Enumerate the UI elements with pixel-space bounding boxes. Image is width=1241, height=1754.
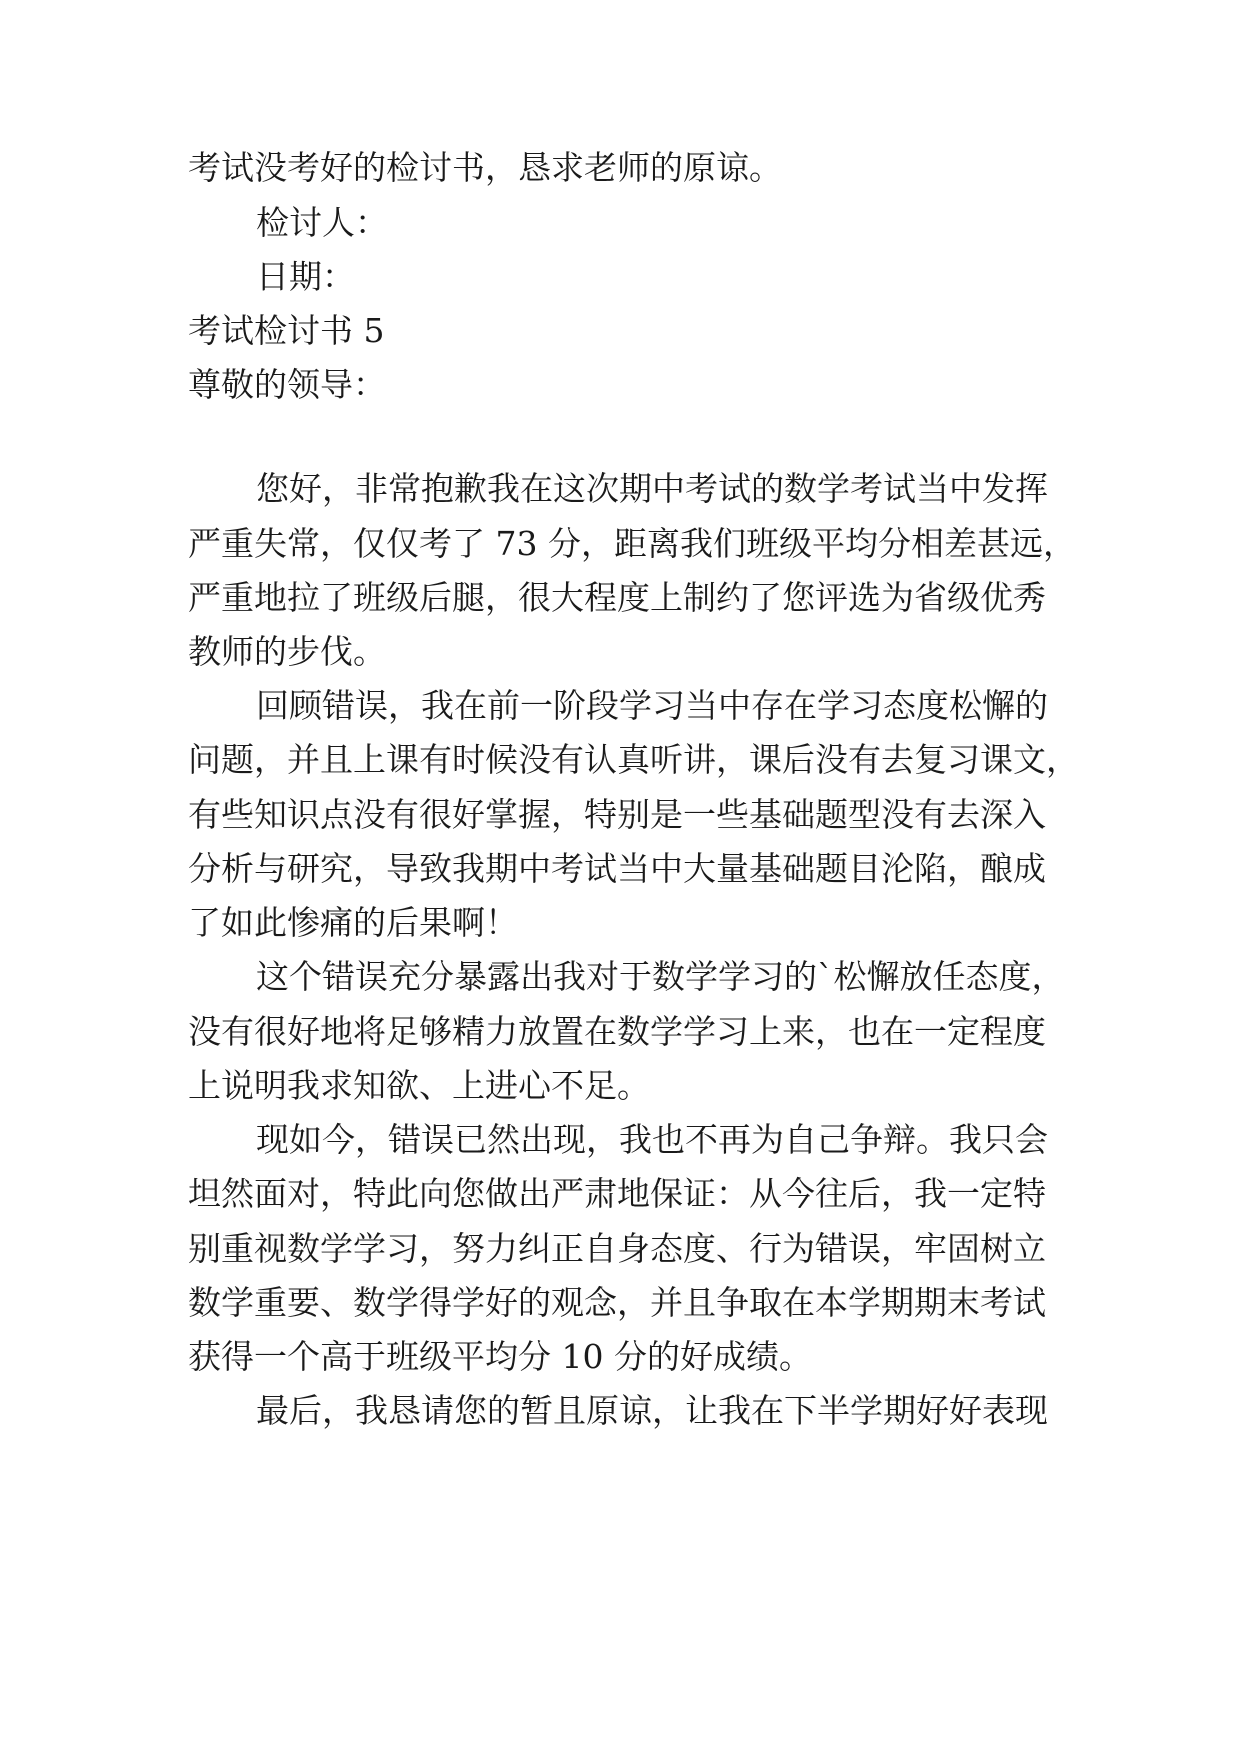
closing-line: 考试没考好的检讨书，恳求老师的原谅。	[188, 148, 782, 187]
signer-label: 检讨人：	[256, 203, 388, 242]
paragraph-line: 了如此惨痛的后果啊！	[188, 903, 518, 942]
date-label: 日期：	[256, 257, 355, 296]
paragraph-line: 您好，非常抱歉我在这次期中考试的数学考试当中发挥	[256, 469, 1048, 508]
paragraph-line: 教师的步伐。	[188, 632, 386, 671]
paragraph-line: 没有很好地将足够精力放置在数学学习上来，也在一定程度	[188, 1012, 1046, 1051]
salutation: 尊敬的领导：	[188, 365, 386, 404]
paragraph-line: 现如今，错误已然出现，我也不再为自己争辩。我只会	[256, 1120, 1048, 1159]
paragraph-line: 严重地拉了班级后腿，很大程度上制约了您评选为省级优秀	[188, 578, 1046, 617]
section-title: 考试检讨书 5	[188, 311, 385, 350]
paragraph-line: 有些知识点没有很好掌握，特别是一些基础题型没有去深入	[188, 795, 1046, 834]
paragraph-line: 严重失常，仅仅考了 73 分，距离我们班级平均分相差甚远，	[188, 524, 1076, 563]
paragraph-line: 这个错误充分暴露出我对于数学学习的`松懈放任态度，	[256, 957, 1065, 996]
paragraph-line: 最后，我恳请您的暂且原谅，让我在下半学期好好表现	[256, 1391, 1048, 1430]
paragraph-line: 别重视数学学习，努力纠正自身态度、行为错误，牢固树立	[188, 1229, 1046, 1268]
paragraph-line: 回顾错误，我在前一阶段学习当中存在学习态度松懈的	[256, 686, 1048, 725]
paragraph-line: 坦然面对，特此向您做出严肃地保证：从今往后，我一定特	[188, 1174, 1046, 1213]
paragraph-line: 数学重要、数学得学好的观念，并且争取在本学期期末考试	[188, 1283, 1046, 1322]
paragraph-line: 问题，并且上课有时候没有认真听讲，课后没有去复习课文，	[188, 740, 1079, 779]
paragraph-line: 上说明我求知欲、上进心不足。	[188, 1066, 650, 1105]
paragraph-line: 分析与研究，导致我期中考试当中大量基础题目沦陷，酿成	[188, 849, 1046, 888]
paragraph-line: 获得一个高于班级平均分 10 分的好成绩。	[188, 1337, 812, 1376]
